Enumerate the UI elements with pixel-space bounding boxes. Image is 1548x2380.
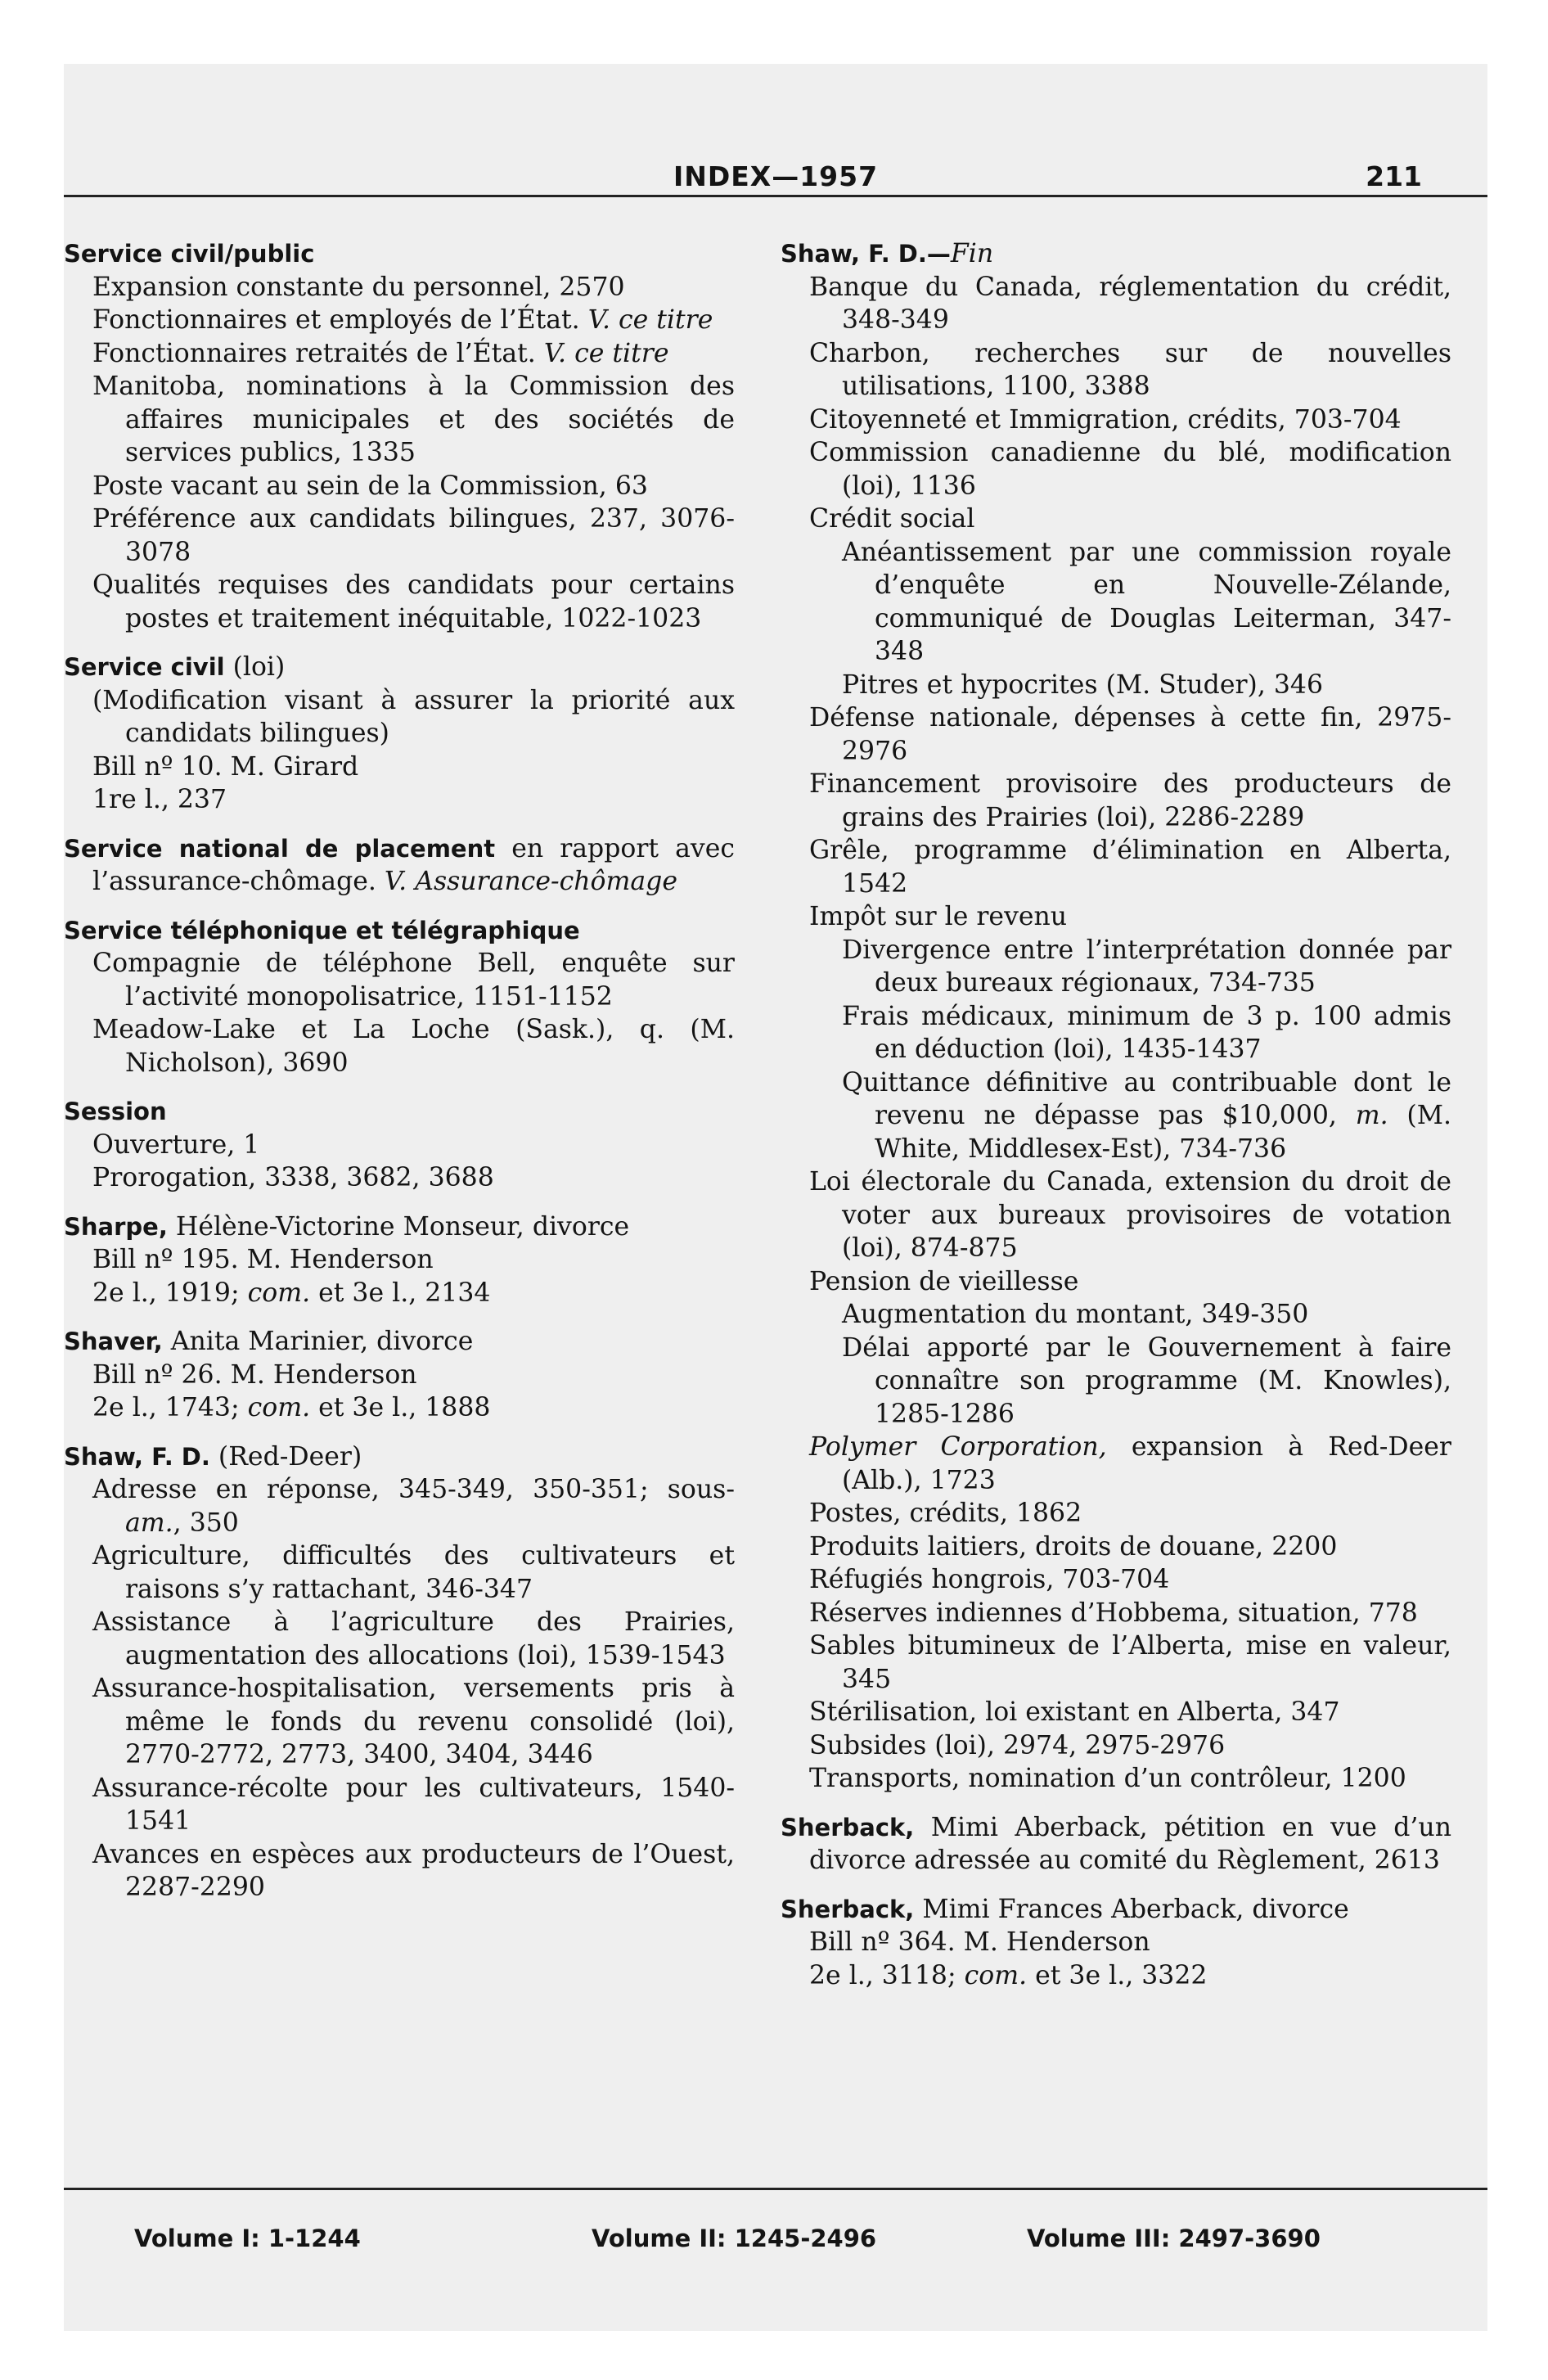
nested-subitem: Divergence entre l’interprétation donnée par deux bureaux régionaux, 734-735: [842, 935, 1451, 998]
entry-subitem: (Modification visant à assurer la priorité aux candidats bilingues): [92, 685, 735, 748]
entry-subitem: Subsides (loi), 2974, 2975-2976: [809, 1730, 1226, 1760]
entry-heading-name: Sherback,: [781, 1813, 915, 1841]
italic-prefix: Polymer Corporation,: [809, 1432, 1107, 1462]
entry-heading-name: Service national de placement: [64, 834, 496, 863]
entry-subitem: Agriculture, difficultés des cultivateurs et raisons s’y rattachant, 346-347: [92, 1541, 735, 1604]
entry-subitem: 2e l., 1743; com. et 3e l., 1888: [92, 1393, 491, 1422]
page-number: 211: [1366, 160, 1422, 192]
entry-heading-rest: (Red-Deer): [218, 1441, 362, 1472]
entry-heading-name: Session: [64, 1098, 167, 1125]
entry-heading: [64, 832, 735, 899]
header-rule: [64, 195, 1487, 197]
entry-subitem: Réserves indiennes d’Hobbema, situation, 778: [809, 1598, 1418, 1628]
entry-heading: [64, 237, 735, 271]
index-entry: [64, 1210, 735, 1310]
nested-subitem: Pitres et hypocrites (M. Studer), 346: [842, 669, 1323, 700]
index-entry: [64, 237, 735, 635]
entry-subitem: Ouverture, 1: [92, 1129, 260, 1160]
entry-subitem: Postes, crédits, 1862: [809, 1499, 1082, 1528]
entry-subitem: Bill nº 195. M. Henderson: [92, 1245, 434, 1274]
entry-subitem: Sables bitumineux de l’Alberta, mise en valeur, 345: [809, 1631, 1451, 1694]
entry-subitem: Préférence aux candidats bilingues, 237, 3076-3078: [92, 504, 735, 567]
volume-2-range: Volume II: 1245-2496: [592, 2224, 877, 2252]
entry-heading: [64, 1440, 735, 1474]
right-column: [781, 237, 1451, 2008]
continued-items: [781, 271, 1451, 1796]
index-entry: [64, 1325, 735, 1425]
entry-heading: [64, 1210, 735, 1244]
entry-subitem: 2e l., 3118; com. et 3e l., 3322: [809, 1960, 1208, 1990]
entry-subitem: Expansion constante du personnel, 2570: [92, 272, 625, 302]
entry-heading-name: Sherback,: [781, 1895, 915, 1923]
index-entry: [64, 1440, 735, 1904]
page-title: INDEX—1957: [673, 160, 879, 192]
entry-subitem: Transports, nomination d’un contrôleur, 1200: [809, 1764, 1406, 1793]
entry-subitem: Bill nº 364. M. Henderson: [809, 1927, 1150, 1957]
volume-1-range: Volume I: 1-1244: [134, 2224, 361, 2252]
continued-heading: Shaw, F. D.—: [781, 240, 951, 268]
entry-subitem: Qualités requises des candidats pour certains postes et traitement inéquitable, 1022-1023: [92, 570, 735, 633]
entry-subitem: Impôt sur le revenu: [809, 902, 1068, 931]
entry-heading: [781, 1893, 1451, 1927]
entry-heading: [781, 1811, 1451, 1877]
entry-heading-name: Service civil: [64, 653, 225, 681]
entry-subitem: 2e l., 1919; com. et 3e l., 2134: [92, 1278, 491, 1308]
volume-3-range: Volume III: 2497-3690: [1027, 2224, 1321, 2252]
volume-footer: [64, 2224, 1487, 2257]
entry-heading: [64, 1095, 735, 1129]
entry-heading: [64, 914, 735, 948]
index-entry: [781, 1811, 1451, 1877]
entry-heading: [64, 651, 735, 684]
entry-subitem: Citoyenneté et Immigration, crédits, 703-704: [809, 404, 1402, 435]
entry-subitem: Prorogation, 3338, 3682, 3688: [92, 1163, 494, 1192]
entry-subitem: Charbon, recherches sur de nouvelles utilisations, 1100, 3388: [809, 338, 1451, 401]
entry-heading-name: Shaw, F. D.: [64, 1442, 210, 1471]
continued-fin: Fin: [950, 239, 994, 268]
entry-heading-rest: Anita Marinier, divorce: [170, 1327, 474, 1356]
entry-heading-rest: en rapport avec l’assurance-chômage. V. Assurance-chômage: [92, 833, 735, 896]
entry-heading-name: Sharpe,: [64, 1212, 168, 1241]
entry-subitem: Compagnie de téléphone Bell, enquête sur l’activité monopolisatrice, 1151-1152: [92, 949, 735, 1012]
entry-heading: [64, 1325, 735, 1359]
right-entries: [781, 1811, 1451, 1993]
entry-heading-name: Service civil/public: [64, 240, 315, 268]
entry-heading-name: Shaver,: [64, 1327, 163, 1355]
entry-subitem: Polymer Corporation, expansion à Red-Deer (Alb.), 1723: [809, 1432, 1451, 1495]
entry-subitem: Assistance à l’agriculture des Prairies, augmentation des allocations (loi), 1539-1543: [92, 1607, 735, 1670]
entry-subitem: Financement provisoire des producteurs de grains des Prairies (loi), 2286-2289: [809, 769, 1451, 832]
entry-subitem: Bill nº 26. M. Henderson: [92, 1359, 417, 1390]
entry-subitem: Réfugiés hongrois, 703-704: [809, 1565, 1170, 1594]
entry-subitem: Assurance-hospitalisation, versements pris à même le fonds du revenu consolidé (loi), 2770-2772, 2773, 3400, 3404, 3446: [92, 1674, 735, 1769]
entry-subitem: Stérilisation, loi existant en Alberta, 347: [809, 1697, 1340, 1727]
entry-subitem: 1re l., 237: [92, 785, 227, 814]
entry-heading-name: Service téléphonique et télégraphique: [64, 916, 580, 944]
entry-subitem: Manitoba, nominations à la Commission des affaires municipales et des sociétés de services publics, 1335: [92, 372, 735, 467]
index-entry: [64, 651, 735, 817]
entry-subitem: Banque du Canada, réglementation du crédit, 348-349: [809, 272, 1451, 335]
nested-subitem: Augmentation du montant, 349-350: [842, 1300, 1309, 1329]
entry-subitem: Grêle, programme d’élimination en Alberta, 1542: [809, 836, 1451, 899]
entry-subitem: Assurance-récolte pour les cultivateurs, 1540-1541: [92, 1773, 735, 1836]
entry-heading-rest: (loi): [232, 652, 286, 682]
entry-heading-rest: Mimi Frances Aberback, divorce: [922, 1894, 1349, 1924]
entry-subitem: Bill nº 10. M. Girard: [92, 751, 359, 782]
entry-heading-rest: Mimi Aberback, pétition en vue d’un divorce adressée au comité du Règlement, 2613: [809, 1812, 1451, 1875]
index-entry: [64, 832, 735, 899]
entry-subitem: Meadow-Lake et La Loche (Sask.), q. (M. Nicholson), 3690: [92, 1015, 735, 1078]
entry-subitem: Produits laitiers, droits de douane, 2200: [809, 1531, 1338, 1562]
entry-subitem: Adresse en réponse, 345-349, 350-351; sous-am., 350: [92, 1475, 735, 1538]
index-entry: [781, 1893, 1451, 1993]
entry-subitem: Défense nationale, dépenses à cette fin, 2975-2976: [809, 703, 1451, 766]
left-column: [64, 237, 735, 1920]
index-page: [64, 64, 1487, 2331]
entry-subitem: Fonctionnaires et employés de l’État. V. ce titre: [92, 305, 713, 335]
entry-subitem: Poste vacant au sein de la Commission, 63: [92, 471, 648, 501]
footer-rule: [64, 2188, 1487, 2190]
entry-subitem: Commission canadienne du blé, modification (loi), 1136: [809, 438, 1451, 501]
continued-entry-heading: [781, 237, 1451, 271]
index-entry: [64, 1095, 735, 1195]
nested-subitem: Frais médicaux, minimum de 3 p. 100 admis en déduction (loi), 1435-1437: [842, 1001, 1451, 1064]
entry-subitem: Crédit social: [809, 504, 975, 534]
nested-subitem: Anéantissement par une commission royale d’enquête en Nouvelle-Zélande, communiqué de Douglas Leiterman, 347-348: [842, 537, 1451, 666]
entry-subitem: Fonctionnaires retraités de l’État. V. ce titre: [92, 338, 669, 368]
entry-heading-rest: Hélène-Victorine Monseur, divorce: [175, 1211, 630, 1242]
index-entry: [64, 914, 735, 1080]
entry-subitem: Pension de vieillesse: [809, 1266, 1079, 1296]
entry-subitem: Avances en espèces aux producteurs de l’Ouest, 2287-2290: [92, 1839, 735, 1902]
nested-subitem: Délai apporté par le Gouvernement à faire connaître son programme (M. Knowles), 1285-1286: [842, 1332, 1451, 1429]
nested-subitem: Quittance définitive au contribuable dont le revenu ne dépasse pas $10,000, m. (M. White, Middlesex-Est), 734-736: [842, 1067, 1451, 1164]
entry-subitem: Loi électorale du Canada, extension du droit de voter aux bureaux provisoires de votation (loi), 874-875: [809, 1167, 1451, 1263]
